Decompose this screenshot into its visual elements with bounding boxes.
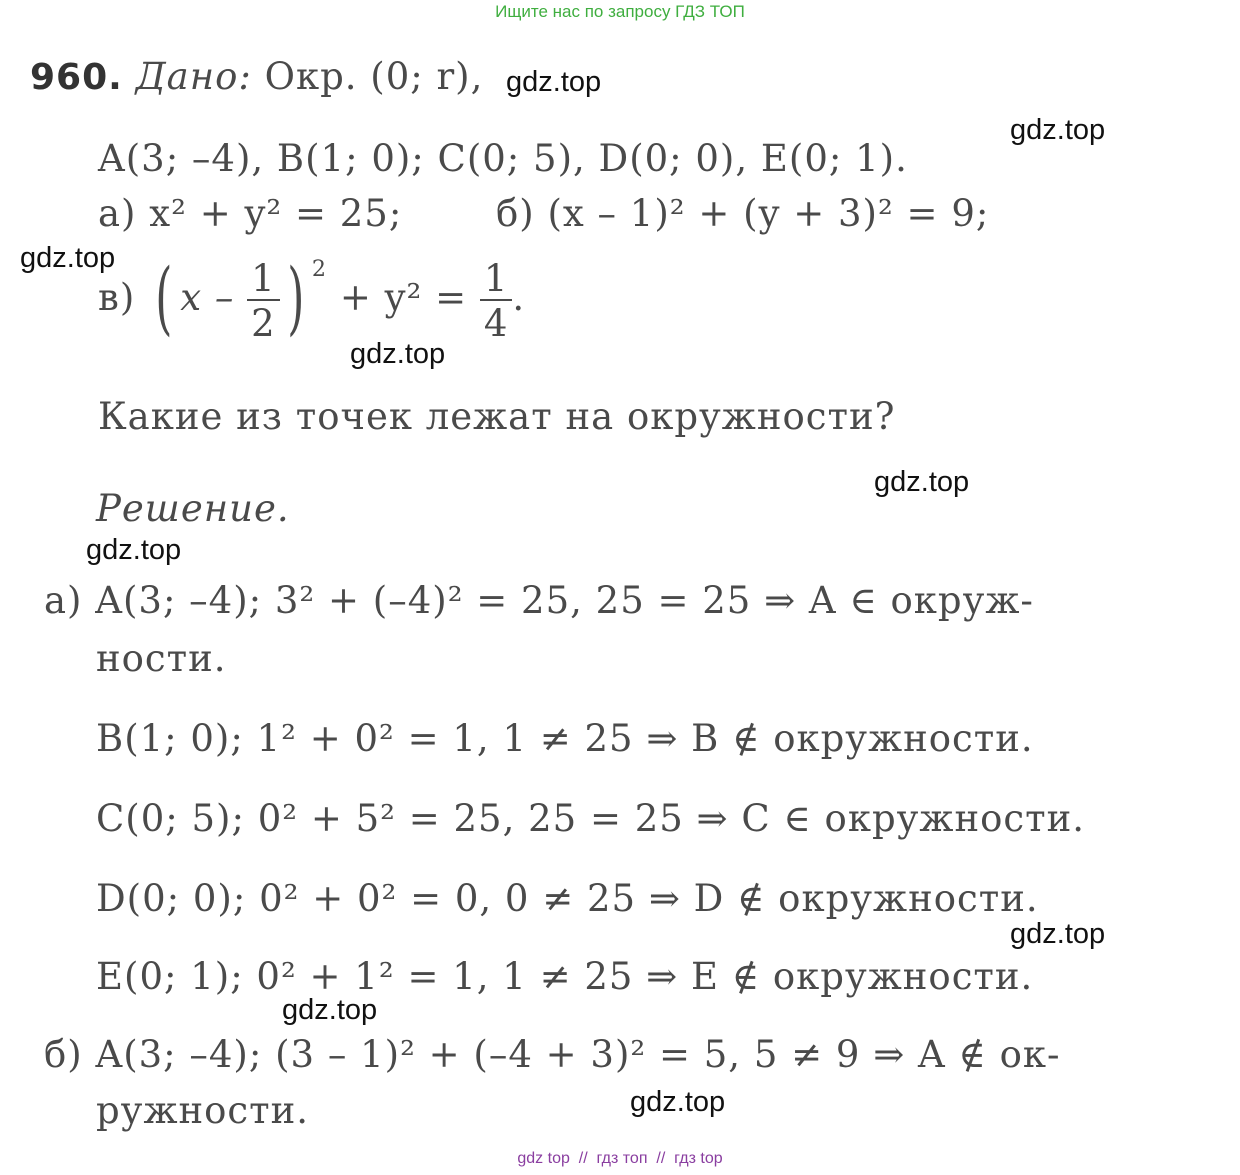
- equation-v-label: в): [98, 276, 136, 319]
- solution-a-line1: а) A(3; –4); 3² + (–4)² = 25, 25 = 25 ⇒ A ∈ окруж-: [44, 579, 1034, 622]
- watermark: gdz.top: [282, 994, 378, 1026]
- solution-point-c: C(0; 5); 0² + 5² = 25, 25 = 25 ⇒ C ∈ окружности.: [96, 797, 1085, 840]
- watermark: gdz.top: [874, 466, 970, 498]
- equation-b: б) (x – 1)² + (y + 3)² = 9;: [496, 192, 990, 235]
- watermark: gdz.top: [1010, 114, 1106, 146]
- question: Какие из точек лежат на окружности?: [98, 395, 896, 438]
- equation-v: [98, 250, 526, 345]
- given-text: Окр. (0; r),: [264, 55, 484, 98]
- equation-v-end: .: [512, 276, 526, 319]
- solution-title: Решение.: [96, 487, 290, 530]
- solution-a-line2: ности.: [96, 637, 227, 680]
- problem-number: 960.: [30, 57, 123, 98]
- equation-v-mid: + y² =: [339, 276, 468, 319]
- equation-v-x: x –: [180, 276, 235, 319]
- watermark: gdz.top: [20, 242, 116, 274]
- solution-point-b: B(1; 0); 1² + 0² = 1, 1 ≠ 25 ⇒ B ∉ окружности.: [96, 717, 1034, 760]
- equation-v-exponent: 2: [311, 256, 328, 282]
- left-paren: (: [155, 250, 174, 344]
- watermark: gdz.top: [350, 338, 446, 370]
- solution-point-d: D(0; 0); 0² + 0² = 0, 0 ≠ 25 ⇒ D ∉ окружности.: [96, 877, 1039, 920]
- fraction-denominator: 4: [483, 301, 509, 345]
- search-hint-banner: Ищите нас по запросу ГДЗ ТОП: [495, 2, 745, 21]
- fraction-one-quarter: [480, 256, 513, 345]
- right-paren: ): [286, 250, 305, 344]
- equation-a: а) x² + y² = 25;: [98, 192, 403, 235]
- solution-point-e: E(0; 1); 0² + 1² = 1, 1 ≠ 25 ⇒ E ∉ окружности.: [96, 955, 1034, 998]
- solution-b-line1: б) A(3; –4); (3 – 1)² + (–4 + 3)² = 5, 5 ≠ 9 ⇒ A ∉ ок-: [44, 1033, 1061, 1076]
- watermark: gdz.top: [1010, 918, 1106, 950]
- watermark: gdz.top: [506, 66, 602, 98]
- points-line: A(3; –4), B(1; 0); C(0; 5), D(0; 0), E(0; 1).: [98, 137, 908, 180]
- fraction-one-half: [247, 256, 280, 345]
- watermark: gdz.top: [86, 534, 182, 566]
- watermark: gdz.top: [630, 1086, 726, 1118]
- fraction-denominator: 2: [251, 301, 276, 345]
- given-label: Дано:: [135, 55, 252, 98]
- solution-b-line2: ружности.: [96, 1089, 310, 1132]
- fraction-numerator: 1: [480, 260, 513, 301]
- footer-links: gdz top // гдз топ // гдз top: [517, 1150, 723, 1167]
- fraction-numerator: 1: [247, 260, 280, 301]
- problem-heading: [30, 55, 484, 98]
